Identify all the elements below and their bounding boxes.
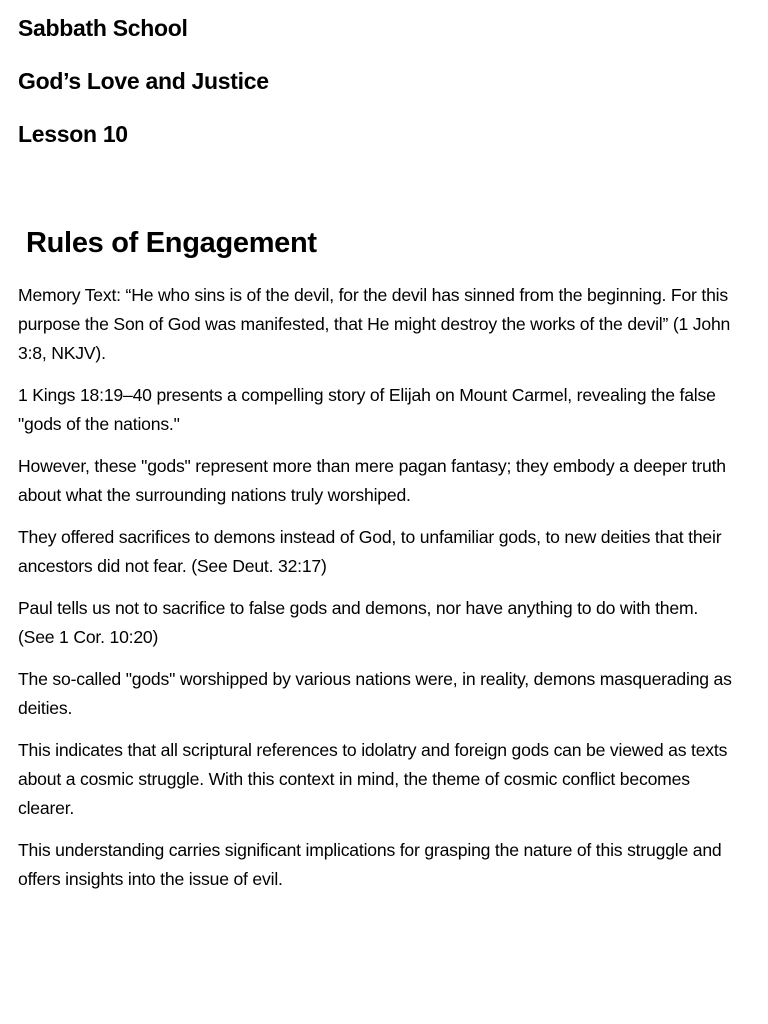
paragraph: This understanding carries significant implications for grasping the nature of this struggle and offers insights into the issue of evil.: [18, 840, 722, 889]
lesson-title: Rules of Engagement: [26, 227, 317, 259]
lesson-body: [18, 281, 733, 907]
paragraph: The so-called "gods" worshipped by various nations were, in reality, demons masquerading as deities.: [18, 669, 732, 718]
paragraph: This indicates that all scriptural references to idolatry and foreign gods can be viewed as texts about a cosmic struggle. With this context in mind, the theme of cosmic conflict becomes clearer.: [18, 740, 728, 818]
paragraph: They offered sacrifices to demons instead of God, to unfamiliar gods, to new deities that their ancestors did not fear. (See Deut. 32:17): [18, 527, 722, 576]
header-sabbath-school: Sabbath School: [18, 15, 188, 41]
header-lesson-number: Lesson 10: [18, 121, 128, 147]
paragraph: Paul tells us not to sacrifice to false gods and demons, nor have anything to do with them. (See 1 Cor. 10:20): [18, 598, 699, 647]
paragraph-memory-text: Memory Text: “He who sins is of the devil, for the devil has sinned from the beginning. For this purpose the Son of God was manifested, that He might destroy the works of the devil” (1 John 3:8, NKJV).: [18, 285, 731, 363]
paragraph: However, these "gods" represent more than mere pagan fantasy; they embody a deeper truth about what the surrounding nations truly worshiped.: [18, 456, 726, 505]
paragraph: 1 Kings 18:19–40 presents a compelling story of Elijah on Mount Carmel, revealing the false "gods of the nations.": [18, 385, 716, 434]
header-quarter-title: God’s Love and Justice: [18, 68, 269, 94]
